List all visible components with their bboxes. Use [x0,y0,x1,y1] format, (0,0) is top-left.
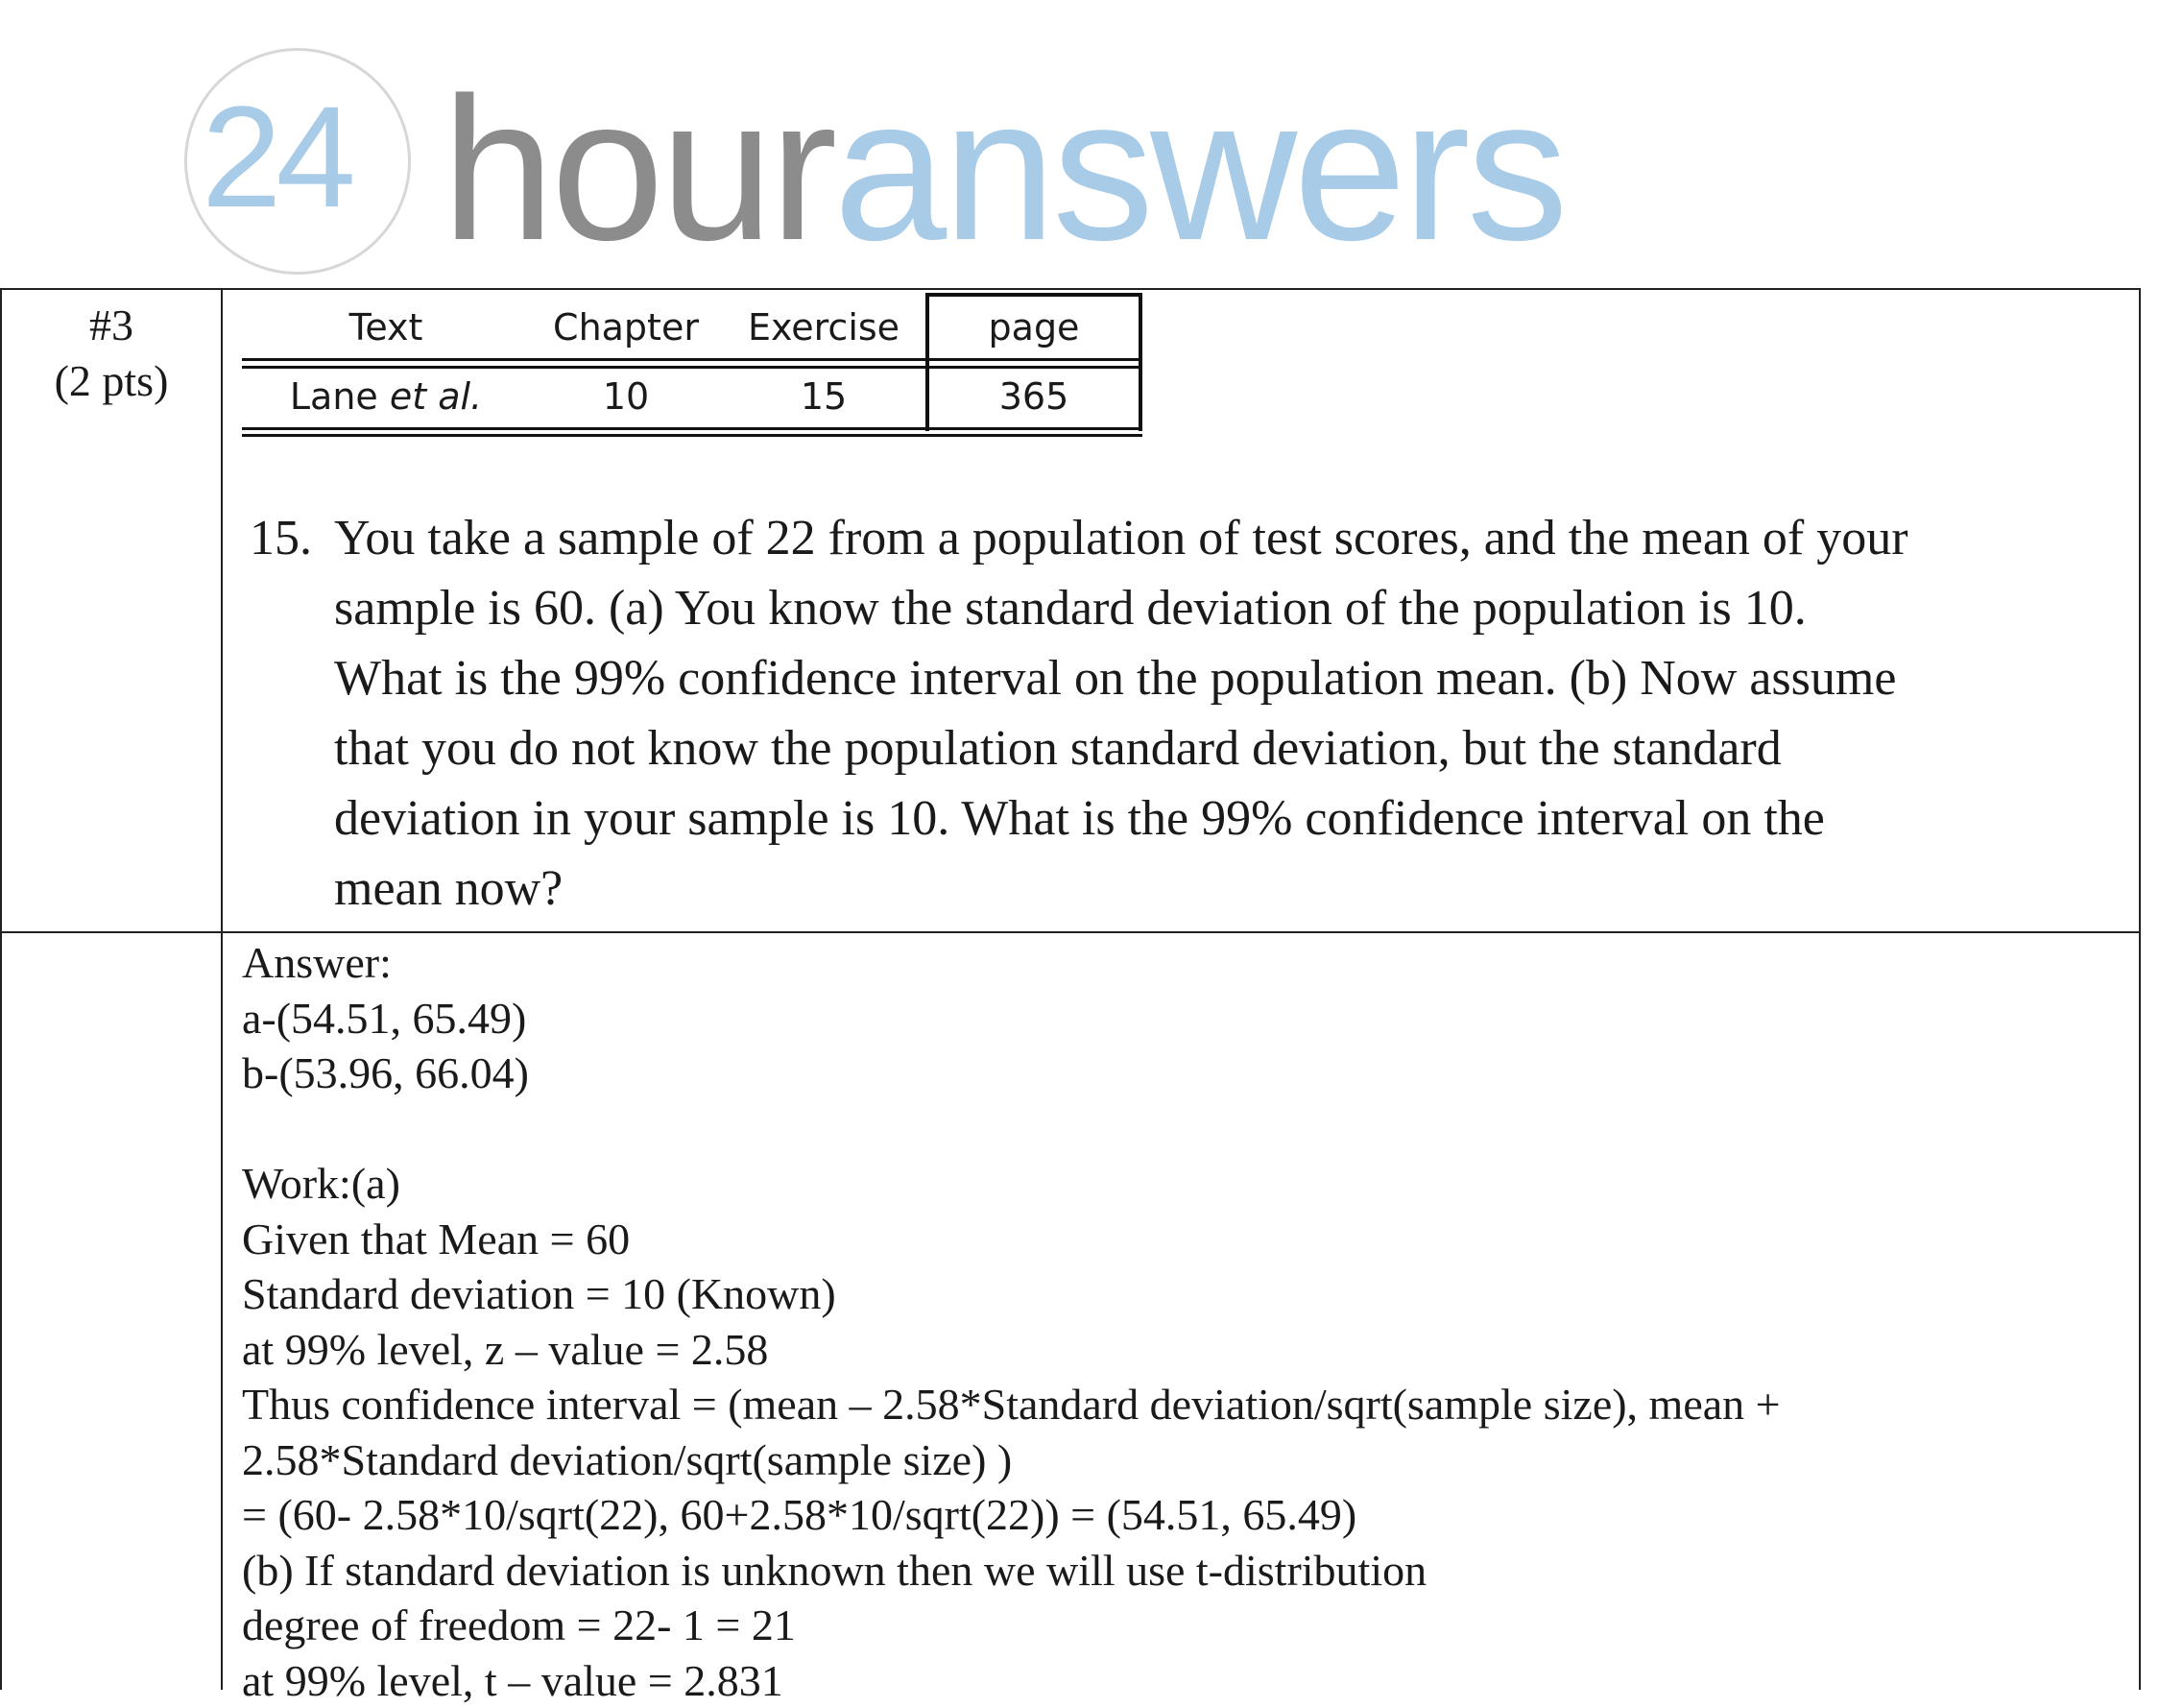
table-cell-page: 365 [929,368,1139,425]
question-line: mean now? [334,854,2112,924]
table-header-page: page [929,299,1139,356]
answer-line: b-(53.96, 66.04) [242,1046,2123,1101]
logo-word-answers: answers [833,55,1564,282]
site-logo [184,48,1624,278]
work-line: at 99% level, z – value = 2.58 [242,1322,2123,1378]
work-line: at 99% level, t – value = 2.831 [242,1653,2123,1708]
table-divider [1139,293,1142,431]
exercise-number: 15. [250,503,312,573]
question-body [334,503,2112,924]
row-divider [2,931,2139,933]
question-label [2,298,221,409]
question-text [250,503,2112,924]
work-line: Standard deviation = 10 (Known) [242,1266,2123,1322]
work-line: Thus confidence interval = (mean – 2.58*Standard deviation/sqrt(sample size), mean + [242,1377,2123,1432]
logo-word-hour: hour [442,55,833,282]
table-header-text: Text [242,299,530,356]
answer-line: a-(54.51, 65.49) [242,991,2123,1046]
table-cell-text [242,368,530,425]
logo-wordmark [442,73,1565,265]
question-line: You take a sample of 22 from a population of test scores, and the mean of your [334,503,2112,573]
work-line: 2.58*Standard deviation/sqrt(sample size) ) [242,1432,2123,1488]
logo-number: 24 [202,84,350,229]
table-divider [242,358,1142,361]
work-heading: Work:(a) [242,1156,2123,1212]
work-line: Given that Mean = 60 [242,1212,2123,1267]
table-cell-exercise: 15 [722,368,925,425]
table-header-exercise: Exercise [722,299,925,356]
table-divider [242,434,1142,437]
table-divider [925,293,1142,297]
answer-heading: Answer: [242,935,2123,991]
work-line: = (60- 2.58*10/sqrt(22), 60+2.58*10/sqrt(22)) = (54.51, 65.49) [242,1487,2123,1543]
table-cell-text-etal: et al. [390,375,482,418]
work-line: degree of freedom = 22- 1 = 21 [242,1598,2123,1653]
table-header-chapter: Chapter [530,299,722,356]
question-line: that you do not know the population standard deviation, but the standard [334,713,2112,783]
work-line: (b) If standard deviation is unknown then we will use t-distribution [242,1543,2123,1599]
answer-spacer [242,1101,2123,1157]
column-divider [221,290,223,1690]
table-cell-chapter: 10 [530,368,722,425]
question-frame [0,288,2141,1690]
question-line: deviation in your sample is 10. What is the 99% confidence interval on the [334,783,2112,854]
question-line: What is the 99% confidence interval on the population mean. (b) Now assume [334,643,2112,713]
question-line: sample is 60. (a) You know the standard deviation of the population is 10. [334,573,2112,643]
table-cell-text-author: Lane [290,375,390,418]
question-number: #3 [2,298,221,353]
answer-block [242,935,2123,1708]
reference-table [242,293,1142,435]
question-points: (2 pts) [2,353,221,409]
table-divider [242,427,1142,430]
